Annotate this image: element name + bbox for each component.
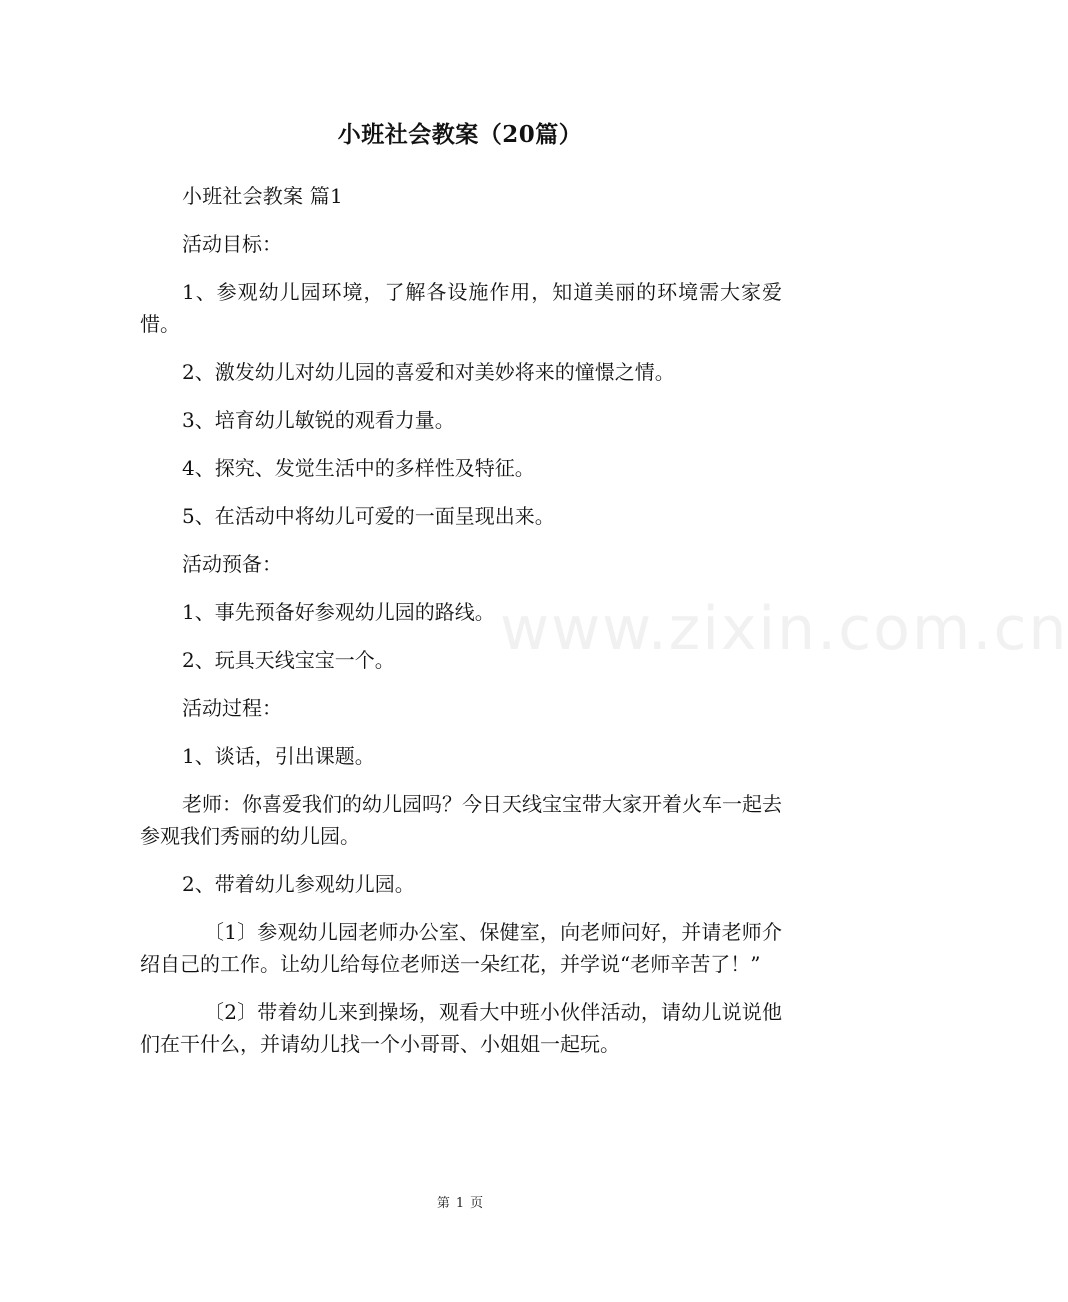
section-title: 小班社会教案 篇1 [182,184,343,208]
section-heading: 活动预备： [182,552,282,576]
page-footer [0,1194,920,1214]
paragraph: 〔2〕带着幼儿来到操场，观看大中班小伙伴活动，请幼儿说说他们在干什么，并请幼儿找一个小哥哥、小姐姐一起玩。 [140,1000,782,1056]
footer-prefix: 第 [436,1196,450,1211]
paragraph: 5、在活动中将幼儿可爱的一面呈现出来。 [182,504,555,528]
section-heading: 活动目标： [182,232,282,256]
footer-suffix: 页 [470,1196,484,1211]
paragraph: 3、培育幼儿敏锐的观看力量。 [182,408,455,432]
paragraph: 老师：你喜爱我们的幼儿园吗？今日天线宝宝带大家开着火车一起去参观我们秀丽的幼儿园。 [140,792,782,848]
paragraph: 〔1〕参观幼儿园老师办公室、保健室，向老师问好，并请老师介绍自己的工作。让幼儿给每位老师送一朵红花，并学说“老师辛苦了！” [140,920,782,976]
paragraph: 4、探究、发觉生活中的多样性及特征。 [182,456,535,480]
paragraph: 1、事先预备好参观幼儿园的路线。 [182,600,495,624]
watermark: www.zixin.com.cn [500,594,1068,664]
page-title: 小班社会教案（20篇） [337,121,583,148]
page-number: 1 [455,1196,465,1211]
paragraph: 1、参观幼儿园环境，了解各设施作用，知道美丽的环境需大家爱惜。 [140,280,782,336]
document-body [140,180,782,1076]
section-heading: 活动过程： [182,696,282,720]
paragraph: 2、激发幼儿对幼儿园的喜爱和对美妙将来的憧憬之情。 [182,360,675,384]
paragraph: 2、带着幼儿参观幼儿园。 [182,872,415,896]
paragraph: 2、玩具天线宝宝一个。 [182,648,395,672]
paragraph: 1、谈话，引出课题。 [182,744,375,768]
